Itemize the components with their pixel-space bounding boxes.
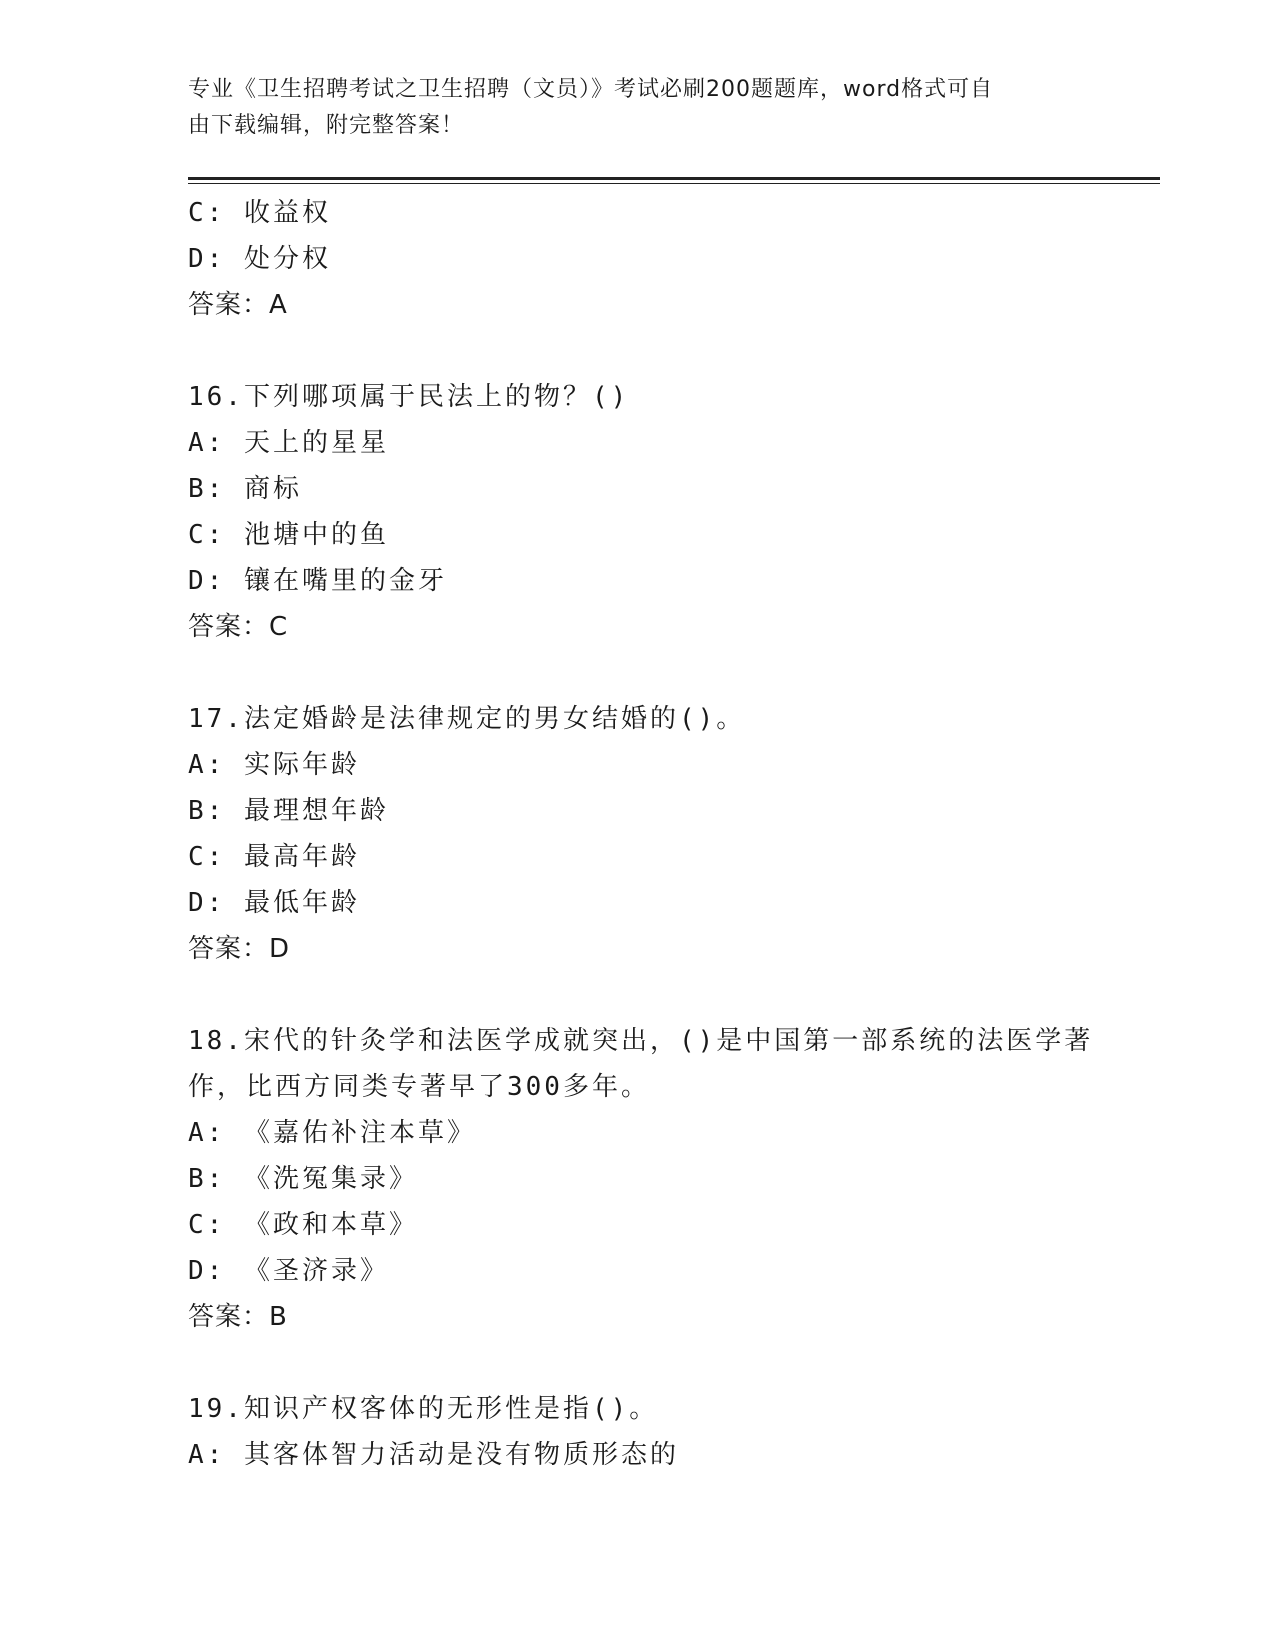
option-a: A: 《嘉佑补注本草》 — [188, 1118, 476, 1148]
answer-line: 答案：D — [188, 934, 291, 964]
option-d: D: 最低年龄 — [188, 888, 360, 918]
question-stem: 19.知识产权客体的无形性是指()。 — [188, 1394, 659, 1424]
option-c: C: 《政和本草》 — [188, 1210, 418, 1240]
option-a: A: 天上的星星 — [188, 428, 389, 458]
header-line-2: 由下载编辑，附完整答案！ — [188, 113, 465, 138]
answer-line: 答案：B — [188, 1302, 288, 1332]
option-c: C: 池塘中的鱼 — [188, 520, 389, 550]
option-d: D: 镶在嘴里的金牙 — [188, 566, 447, 596]
question-stem: 16.下列哪项属于民法上的物？() — [188, 382, 630, 412]
header-line-1: 专业《卫生招聘考试之卫生招聘（文员）》考试必刷200题题库，word格式可自 — [188, 77, 994, 102]
option-c: C: 收益权 — [188, 198, 331, 228]
question-stem-line-1: 18.宋代的针灸学和法医学成就突出，()是中国第一部系统的法医学著 — [188, 1026, 1094, 1056]
question-18 — [188, 1018, 1094, 1340]
option-b: B: 《洗冤集录》 — [188, 1164, 418, 1194]
header-rule-thin — [188, 183, 1160, 184]
question-17 — [188, 696, 1088, 972]
question-15-continuation — [188, 190, 1088, 328]
option-d: D: 《圣济录》 — [188, 1256, 389, 1286]
answer-line: 答案：C — [188, 612, 289, 642]
spacer — [188, 328, 1088, 374]
question-16 — [188, 374, 1088, 650]
option-a: A: 其客体智力活动是没有物质形态的 — [188, 1440, 679, 1470]
option-a: A: 实际年龄 — [188, 750, 360, 780]
option-b: B: 最理想年龄 — [188, 796, 389, 826]
header-rule-thick — [188, 177, 1160, 180]
spacer — [188, 1340, 1088, 1386]
answer-line: 答案：A — [188, 290, 288, 320]
question-stem-line-2: 作，比西方同类专著早了300多年。 — [188, 1072, 650, 1102]
spacer — [188, 972, 1088, 1018]
option-b: B: 商标 — [188, 474, 302, 504]
option-c: C: 最高年龄 — [188, 842, 360, 872]
document-header — [188, 72, 1068, 144]
spacer — [188, 650, 1088, 696]
document-body — [188, 190, 1094, 1478]
question-stem: 17.法定婚龄是法律规定的男女结婚的()。 — [188, 704, 746, 734]
question-19 — [188, 1386, 1088, 1478]
option-d: D: 处分权 — [188, 244, 331, 274]
